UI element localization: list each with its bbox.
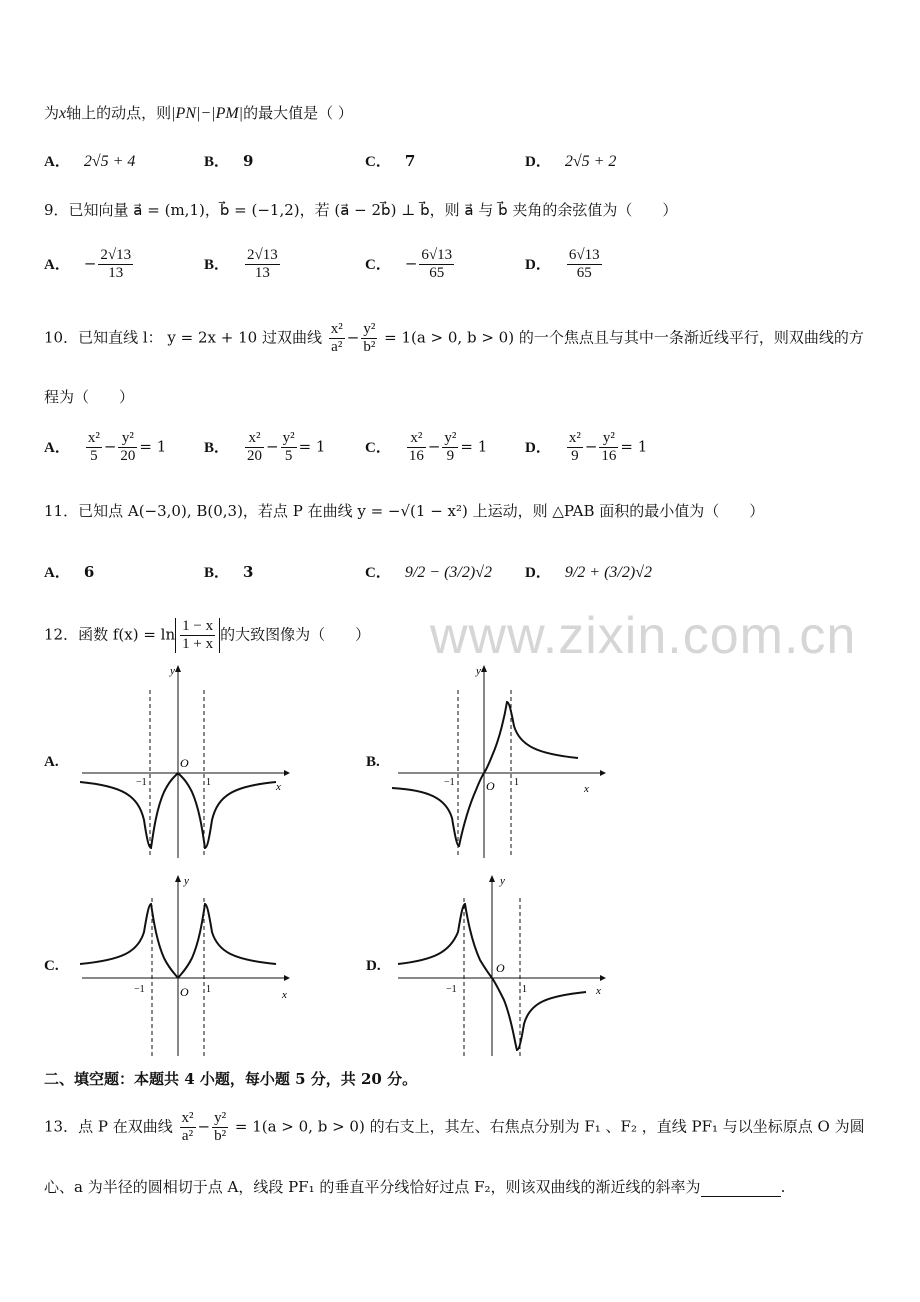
q12-text-b: 的大致图像为（ ） <box>220 625 371 644</box>
origin-label: O <box>180 756 189 770</box>
curve-right <box>178 904 276 978</box>
x-label: x <box>584 783 589 795</box>
x-label: x <box>276 781 281 793</box>
fraction-numerator: 1 − x <box>182 618 214 634</box>
fraction-denominator: b² <box>363 339 376 355</box>
q8-option-c[interactable] <box>365 150 415 171</box>
q9-option-c[interactable] <box>365 247 456 282</box>
q10-fraction-y <box>361 321 377 356</box>
q13-fraction-x <box>180 1110 196 1145</box>
fraction-numerator: x² <box>245 430 264 448</box>
fraction-numerator: 2√13 <box>100 247 132 263</box>
fraction-numerator: y² <box>363 321 376 337</box>
q9-option-b[interactable] <box>204 247 282 282</box>
option-value: 3 <box>243 563 254 581</box>
section-heading: 二、填空题：本题共 4 小题，每小题 5 分，共 20 分。 <box>44 1070 418 1088</box>
tick-pos-1: 1 <box>522 984 527 995</box>
fraction-denominator: 1 + x <box>182 636 214 652</box>
opt-frac-y <box>118 430 137 465</box>
option-label: C． <box>365 256 391 273</box>
origin-label: O <box>496 961 505 975</box>
q11-option-d[interactable] <box>525 561 652 582</box>
equals-one: = 1 <box>139 437 167 456</box>
option-fraction <box>245 247 280 282</box>
option-value: 9 <box>243 152 254 170</box>
option-label: D． <box>525 565 551 581</box>
q10-stem: 10．已知直线 l： y = 2x + 10 过双曲线 $\frac{\text{x²}}{\text{a²}}$ − $\frac{\text{y²}}{\text{b²}}$ = 1(a > 0, b > 0) 的一个焦点且与其中一条渐近线平行，则双曲线的方 <box>44 321 864 355</box>
q10-stem-cont: 程为（ ） <box>44 388 135 406</box>
option-value: 9/2 + (3/2)√2 <box>564 564 652 581</box>
opt-frac-y <box>442 430 458 465</box>
graph-d[interactable] <box>388 870 608 1060</box>
q9-stem: 9．已知向量 a⃗ = (m,1)，b⃗ = (−1,2)，若 (a⃗ − 2b⃗) ⊥ b⃗，则 a⃗ 与 b⃗ 夹角的余弦值为（ ） <box>44 201 678 219</box>
tick-neg-1: −1 <box>134 984 145 995</box>
graph-a[interactable] <box>72 660 292 860</box>
q13-text-a: 13．点 P 在双曲线 <box>44 1117 173 1136</box>
option-value: 9/2 − (3/2)√2 <box>404 564 492 581</box>
answer-blank[interactable] <box>701 1182 781 1197</box>
fraction-numerator: y² <box>599 430 618 448</box>
q12-stem <box>44 618 370 653</box>
x-label: x <box>282 989 287 1001</box>
q12-text-a: 12．函数 f(x) = ln <box>44 625 176 644</box>
option-value: 2√5 + 2 <box>564 153 617 170</box>
opt-frac-y <box>281 430 297 465</box>
curve-b <box>392 702 578 846</box>
q8-option-b[interactable] <box>204 150 253 171</box>
q8-text-suffix: 的最大值是（ ） <box>243 104 353 122</box>
equals-one: = 1 <box>298 437 326 456</box>
fraction-denominator: 13 <box>254 265 270 281</box>
opt-frac-x <box>245 430 264 465</box>
fraction-denominator: 20 <box>247 448 263 464</box>
equals-one: = 1 <box>620 437 648 456</box>
graph-b[interactable] <box>388 660 608 860</box>
equals-one: = 1 <box>460 437 488 456</box>
q13-text-b: = 1(a > 0, b > 0) 的右支上，其左、右焦点分别为 F₁ 、F₂ ，直线 PF₁ 与以坐标原点 O 为圆 <box>234 1117 865 1136</box>
option-label: A． <box>44 565 70 581</box>
fraction-denominator: a² <box>181 1128 194 1144</box>
x-axis-arrow <box>284 975 290 981</box>
tick-neg-1: −1 <box>444 777 455 788</box>
x-axis-arrow <box>600 770 606 776</box>
x-axis-arrow <box>284 770 290 776</box>
fraction-denominator: 65 <box>576 265 592 281</box>
fraction-denominator: 20 <box>120 448 136 464</box>
tick-neg-1: −1 <box>136 777 147 788</box>
x-axis-arrow <box>600 975 606 981</box>
option-label: C． <box>365 439 391 456</box>
y-label: y <box>170 665 175 677</box>
q10-fraction-x <box>329 321 345 356</box>
option-label: A． <box>44 256 70 273</box>
q13-stem: 13．点 P 在双曲线 $\frac{\text{x²}}{\text{a²}}$ − $\frac{\text{y²}}{\text{b²}}$ = 1(a > 0, b > 0) 的右支上，其左、右焦点分别为 F₁ 、F₂ ，直线 PF₁ 与以坐标原点 O 为圆 <box>44 1110 865 1144</box>
opt-frac-x <box>567 430 583 465</box>
y-label: y <box>476 665 481 677</box>
q10-option-d[interactable]: D． $\frac{\text{x²}}{9}$ − $\frac{\text{y²}}{16}$ = 1 <box>525 430 648 464</box>
fraction-denominator: 65 <box>429 265 445 281</box>
q8-stem <box>44 102 353 123</box>
fraction-numerator: x² <box>87 430 100 446</box>
q13-text-c: 心、a 为半径的圆相切于点 A，线段 PF₁ 的垂直平分线恰好过点 F₂，则该双曲线的渐近线的斜率为 <box>44 1178 701 1196</box>
q13-fraction-y <box>212 1110 228 1145</box>
q10-text-b: = 1(a > 0, b > 0) 的一个焦点且与其中一条渐近线平行，则双曲线的方 <box>384 328 864 347</box>
origin-label: O <box>486 779 495 793</box>
y-axis-arrow <box>175 665 181 672</box>
fraction-denominator: 5 <box>284 448 293 464</box>
fraction-numerator: x² <box>407 430 426 448</box>
q8-option-a[interactable] <box>44 150 135 171</box>
q10-option-b[interactable]: B． $\frac{\text{x²}}{20}$ − $\frac{\text{y²}}{5}$ = 1 <box>204 430 326 464</box>
option-value: 6 <box>83 563 95 581</box>
fraction-denominator: a² <box>331 339 343 355</box>
option-fraction <box>567 247 602 282</box>
curve-left <box>80 904 178 978</box>
fraction-numerator: 6√13 <box>421 247 453 263</box>
y-label: y <box>184 875 189 887</box>
option-label: B． <box>204 565 230 581</box>
option-label: A． <box>44 439 70 456</box>
q11-option-b[interactable] <box>204 561 253 582</box>
option-value: 2√5 + 4 <box>83 153 136 170</box>
fraction-denominator: 9 <box>446 448 455 464</box>
opt-frac-x <box>407 430 426 465</box>
option-sign: − <box>83 254 97 273</box>
q13-text-end: . <box>780 1178 786 1196</box>
option-label: B． <box>204 439 230 456</box>
option-label: B． <box>204 256 230 273</box>
q12-abs-fraction <box>180 618 215 653</box>
fraction-denominator: 16 <box>601 448 617 464</box>
q8-option-d[interactable] <box>525 150 616 171</box>
fraction-numerator: 6√13 <box>568 247 600 263</box>
y-label: y <box>500 875 505 887</box>
fraction-numerator: 2√13 <box>247 247 278 263</box>
x-label: x <box>596 985 601 997</box>
option-label: C． <box>365 154 391 170</box>
q9-option-a[interactable] <box>44 247 135 282</box>
fraction-numerator: x² <box>330 321 343 337</box>
q11-stem: 11．已知点 A(−3,0), B(0,3)，若点 P 在曲线 y = −√(1 − x²) 上运动，则 △PAB 面积的最小值为（ ） <box>44 502 765 520</box>
option-label: D． <box>525 256 551 273</box>
q10-text-a: 10．已知直线 l： y = 2x + 10 过双曲线 <box>44 328 322 347</box>
option-label: C． <box>365 565 391 581</box>
fraction-denominator: 13 <box>108 265 124 281</box>
origin-label: O <box>180 985 189 999</box>
tick-pos-1: 1 <box>206 984 211 995</box>
option-label: B． <box>204 154 230 170</box>
fraction-numerator: y² <box>214 1110 227 1126</box>
option-sign: − <box>404 254 418 273</box>
y-axis-arrow <box>481 665 487 672</box>
option-value: 7 <box>404 152 416 170</box>
option-label: D． <box>525 154 551 170</box>
fraction-numerator: y² <box>118 430 137 448</box>
q13-stem-cont <box>44 1176 785 1197</box>
q12-abs-bars <box>175 618 220 653</box>
q10-option-c[interactable]: C． $\frac{\text{x²}}{16}$ − $\frac{\text{y²}}{9}$ = 1 <box>365 430 488 464</box>
q10-option-a[interactable]: A． $\frac{\text{x²}}{5}$ − $\frac{\text{y²}}{20}$ = 1 <box>44 430 167 464</box>
opt-frac-x <box>86 430 102 465</box>
fraction-numerator: x² <box>181 1110 194 1126</box>
fraction-denominator: 5 <box>90 448 98 464</box>
tick-neg-1: −1 <box>446 984 457 995</box>
q11-option-c[interactable] <box>365 561 492 582</box>
q11-option-a[interactable] <box>44 561 94 582</box>
graph-label-c[interactable]: C. <box>44 958 59 974</box>
fraction-numerator: y² <box>444 430 457 446</box>
graph-c[interactable] <box>72 870 292 1060</box>
fraction-denominator: 16 <box>408 448 424 464</box>
fraction-denominator: b² <box>214 1128 227 1144</box>
graph-label-b[interactable]: B. <box>366 754 380 770</box>
fraction-numerator: x² <box>568 430 581 446</box>
option-fraction <box>98 247 133 282</box>
q8-text-mid: 轴上的动点，则 <box>66 104 172 122</box>
q8-var-x: x <box>59 105 67 122</box>
option-label: D． <box>525 439 551 456</box>
graph-label-d[interactable]: D. <box>366 958 381 974</box>
tick-pos-1: 1 <box>514 777 519 788</box>
opt-frac-y <box>599 430 618 465</box>
tick-pos-1: 1 <box>206 777 211 788</box>
y-axis-arrow <box>175 875 181 882</box>
q8-expression: |PN|−|PM| <box>171 105 244 122</box>
q9-option-d[interactable] <box>525 247 604 282</box>
option-label: A． <box>44 154 70 170</box>
graph-label-a[interactable]: A. <box>44 754 59 770</box>
fraction-numerator: y² <box>282 430 295 446</box>
watermark: www.zixin.com.cn <box>430 607 857 665</box>
fraction-denominator: 9 <box>571 448 579 464</box>
curve-right <box>178 773 276 848</box>
curve-left <box>80 773 178 848</box>
y-axis-arrow <box>489 875 495 882</box>
q8-text-prefix: 为 <box>44 104 60 122</box>
option-fraction <box>419 247 454 282</box>
